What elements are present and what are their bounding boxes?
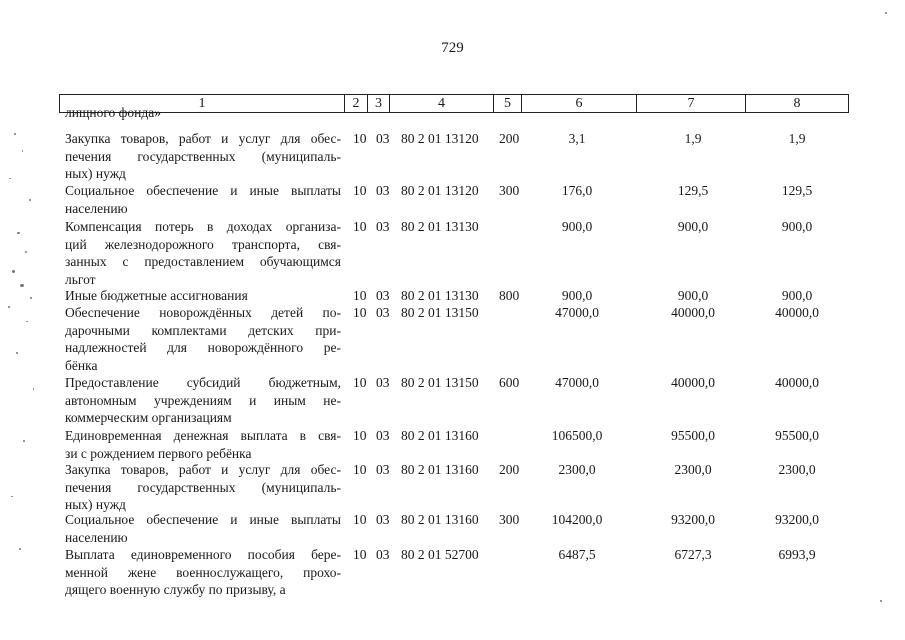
cell-c8: 129,5	[781, 183, 813, 198]
cell-c4: 80 2 01 13120	[401, 183, 479, 198]
description-line: печения государственных (муниципаль-	[65, 479, 341, 495]
header-col-5: 5	[494, 95, 522, 112]
header-col-4: 4	[390, 95, 494, 112]
cell-c3: 03	[376, 219, 390, 234]
row-description	[65, 182, 341, 217]
description-line: дящего военную службу по призыву, а	[65, 582, 286, 598]
cell-c4: 80 2 01 13160	[401, 428, 479, 443]
cell-c4: 80 2 01 13160	[401, 462, 479, 477]
cell-c8: 2300,0	[778, 462, 816, 477]
row-description	[65, 461, 341, 514]
description-line: лищного фонда»	[65, 105, 161, 120]
row-description	[65, 130, 341, 183]
cell-c6: 6487,5	[558, 547, 596, 562]
row-description	[65, 427, 341, 462]
cell-c7: 2300,0	[674, 462, 712, 477]
cell-c6: 900,0	[561, 219, 593, 234]
cell-c7: 95500,0	[671, 428, 715, 443]
page-number: 729	[441, 40, 464, 56]
cell-c8: 40000,0	[775, 305, 819, 320]
cell-c5: 600	[499, 375, 520, 390]
header-col-7: 7	[637, 95, 746, 112]
header-col-6: 6	[522, 95, 637, 112]
cell-c3: 03	[376, 183, 390, 198]
description-line: коммерческим организациям	[65, 410, 232, 426]
cell-c2: 10	[353, 462, 367, 477]
description-line: менной жене военнослужащего, прохо-	[65, 564, 341, 580]
description-line: занных с предоставлением обучающимся	[65, 254, 341, 270]
description-line: ных) нужд	[65, 497, 126, 513]
cell-c7: 6727,3	[674, 547, 712, 562]
description-line: населению	[65, 200, 128, 216]
row-description	[65, 218, 341, 288]
cell-c8: 1,9	[788, 131, 806, 146]
description-line: ций железнодорожного транспорта, свя-	[65, 236, 341, 252]
cell-c8: 900,0	[781, 219, 813, 234]
cell-c3: 03	[376, 547, 390, 562]
cell-c6: 47000,0	[555, 305, 599, 320]
cell-c3: 03	[376, 288, 390, 303]
description-line: населению	[65, 529, 128, 545]
cell-c7: 900,0	[677, 219, 709, 234]
description-line: Обеспечение новорождённых детей по-	[65, 305, 341, 320]
header-col-1: 1	[60, 95, 345, 112]
cell-c6: 900,0	[561, 288, 593, 303]
cell-c6: 2300,0	[558, 462, 596, 477]
header-col-2: 2	[345, 95, 368, 112]
cell-c2: 10	[353, 305, 367, 320]
description-line: автономным учреждениям и иным не-	[65, 392, 341, 408]
description-line: бёнка	[65, 357, 98, 373]
cell-c3: 03	[376, 305, 390, 320]
cell-c7: 93200,0	[671, 512, 715, 527]
cell-c6: 3,1	[568, 131, 586, 146]
cell-c3: 03	[376, 462, 390, 477]
cell-c7: 40000,0	[671, 375, 715, 390]
description-line: льгот	[65, 271, 96, 287]
row-description	[65, 374, 341, 427]
cell-c4: 80 2 01 13130	[401, 219, 479, 234]
description-line: дарочными комплектами детских при-	[65, 322, 341, 338]
cell-c4: 80 2 01 13120	[401, 131, 479, 146]
cell-c8: 93200,0	[775, 512, 819, 527]
row-description	[65, 511, 341, 546]
cell-c4: 80 2 01 13130	[401, 288, 479, 303]
row-description	[65, 104, 341, 122]
description-line: Закупка товаров, работ и услуг для обес-	[65, 462, 341, 477]
cell-c5: 800	[499, 288, 520, 303]
cell-c2: 10	[353, 131, 367, 146]
cell-c8: 95500,0	[775, 428, 819, 443]
cell-c7: 40000,0	[671, 305, 715, 320]
cell-c8: 40000,0	[775, 375, 819, 390]
cell-c8: 6993,9	[778, 547, 816, 562]
description-line: Выплата единовременного пособия бере-	[65, 547, 341, 562]
cell-c2: 10	[353, 428, 367, 443]
cell-c2: 10	[353, 219, 367, 234]
description-line: печения государственных (муниципаль-	[65, 148, 341, 164]
cell-c4: 80 2 01 13150	[401, 305, 479, 320]
description-line: Закупка товаров, работ и услуг для обес-	[65, 131, 341, 146]
cell-c2: 10	[353, 288, 367, 303]
row-description	[65, 304, 341, 374]
cell-c2: 10	[353, 183, 367, 198]
description-line: Предоставление субсидий бюджетным,	[65, 375, 341, 390]
cell-c4: 80 2 01 13150	[401, 375, 479, 390]
cell-c5: 200	[499, 462, 520, 477]
description-line: Иные бюджетные ассигнования	[65, 288, 248, 303]
header-col-3: 3	[368, 95, 390, 112]
cell-c3: 03	[376, 428, 390, 443]
cell-c4: 80 2 01 52700	[401, 547, 479, 562]
description-line: ных) нужд	[65, 166, 126, 182]
cell-c7: 129,5	[677, 183, 709, 198]
cell-c7: 1,9	[684, 131, 702, 146]
cell-c2: 10	[353, 547, 367, 562]
description-line: Единовременная денежная выплата в свя-	[65, 428, 341, 443]
cell-c6: 47000,0	[555, 375, 599, 390]
cell-c4: 80 2 01 13160	[401, 512, 479, 527]
description-line: Социальное обеспечение и иные выплаты	[65, 183, 341, 198]
cell-c3: 03	[376, 512, 390, 527]
cell-c6: 176,0	[561, 183, 593, 198]
cell-c5: 300	[499, 512, 520, 527]
row-description	[65, 546, 341, 599]
description-line: надлежностей для новорождённого ре-	[65, 340, 341, 356]
description-line: Социальное обеспечение и иные выплаты	[65, 512, 341, 527]
cell-c3: 03	[376, 375, 390, 390]
cell-c3: 03	[376, 131, 390, 146]
cell-c7: 900,0	[677, 288, 709, 303]
row-description	[65, 287, 341, 305]
cell-c8: 900,0	[781, 288, 813, 303]
cell-c5: 200	[499, 131, 520, 146]
description-line: Компенсация потерь в доходах организа-	[65, 219, 341, 234]
cell-c2: 10	[353, 512, 367, 527]
cell-c5: 300	[499, 183, 520, 198]
cell-c2: 10	[353, 375, 367, 390]
header-col-8: 8	[793, 96, 801, 111]
cell-c6: 106500,0	[551, 428, 603, 443]
cell-c6: 104200,0	[551, 512, 603, 527]
description-line: зи с рождением первого ребёнка	[65, 445, 252, 461]
